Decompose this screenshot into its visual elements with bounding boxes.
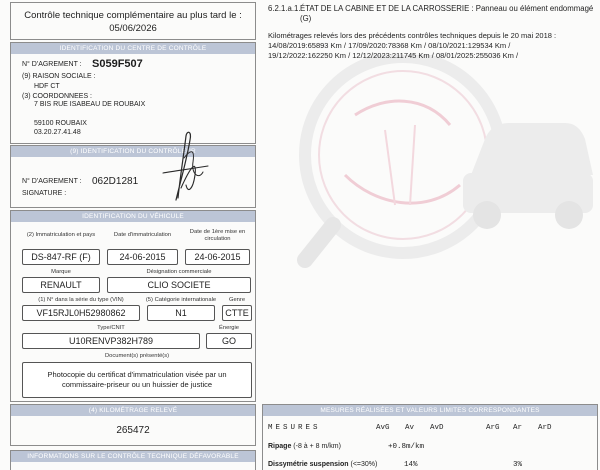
make-label: Marque: [51, 269, 71, 275]
column-header-arg: ArG: [486, 424, 500, 432]
energy-label: Énergie: [219, 325, 239, 331]
unfavorable-section-header: INFORMATIONS SUR LE CONTRÔLE TECHNIQUE DÉFAVORABLE: [11, 451, 255, 462]
center-section-header: IDENTIFICATION DU CENTRE DE CONTRÔLE: [11, 43, 255, 54]
signature-label: SIGNATURE :: [22, 190, 67, 197]
type-cnit-label: Type/CNIT: [97, 325, 125, 331]
suspension-name: Dissymétrie suspension: [268, 461, 349, 468]
suspension-limit: (<=30%): [350, 461, 378, 468]
defect-description: ÉTAT DE LA CABINE ET DE LA CARROSSERIE : Panneau ou élément endommagé (G): [300, 4, 594, 23]
column-header-av: Av: [405, 424, 415, 432]
mileage-history-entry: 08/01/2025:255036 Km: [435, 51, 514, 60]
mileage-value: 265472: [116, 425, 150, 436]
first-use-date-label: Date de 1ère mise en circulation: [189, 229, 246, 242]
energy-field: GO: [206, 333, 252, 349]
first-use-date-field: 24-06-2015: [185, 249, 250, 265]
category-label: (5) Catégorie internationale: [145, 297, 217, 303]
make-field: RENAULT: [22, 277, 100, 293]
ripage-value: +0.8m/km: [388, 443, 425, 451]
category-field: N1: [147, 305, 215, 321]
column-header-avg: AvG: [376, 424, 390, 432]
center-city: 59100 ROUBAIX: [34, 120, 87, 127]
column-header-avd: AvD: [430, 424, 444, 432]
mileage-history-entry: 19/12/2022:162250 Km: [268, 51, 346, 60]
center-phone: 03.20.27.41.48: [34, 129, 81, 136]
measures-section-header: MESURES RÉALISÉES ET VALEURS LIMITES CORRESPONDANTES: [263, 405, 597, 416]
mileage-section-header: (4) KILOMÉTRAGE RELEVÉ: [11, 405, 255, 416]
center-agrement-number: S059F507: [92, 58, 143, 70]
defect-code: 6.2.1.a.1.: [268, 4, 301, 13]
company-name: HDF CT: [34, 83, 60, 90]
mileage-history-line-2: 19/12/2022:162250 Km / 12/12/2023:211745 Km / 08/01/2025:255036 Km /: [268, 51, 519, 60]
measures-section: [262, 404, 598, 470]
ripage-limit: (-8 à + 8 m/km): [293, 443, 341, 450]
deadline-date: 05/06/2026: [109, 23, 157, 34]
measures-column-label: MESURES: [268, 424, 321, 432]
model-label: Désignation commerciale: [146, 269, 212, 275]
suspension-label: [268, 461, 377, 468]
company-label: (9) RAISON SOCIALE :: [22, 73, 96, 80]
registration-date-label: Date d'immatriculation: [113, 232, 172, 238]
mileage-history-line-1: 14/08/2019:65893 Km / 17/09/2020:78368 Km / 08/10/2021:129534 Km /: [268, 41, 511, 50]
deadline-label: Contrôle technique complémentaire au plus tard le :: [24, 10, 242, 21]
mileage-history-entry: 14/08/2019:65893 Km: [268, 41, 342, 50]
controller-section-header: (9) IDENTIFICATION DU CONTRÔLEUR: [11, 146, 255, 157]
center-agrement-label: N° D'AGREMENT :: [22, 61, 82, 68]
watermark-logo: [275, 55, 595, 275]
handwritten-signature: [150, 128, 220, 203]
suspension-value-av: 14%: [404, 461, 418, 469]
column-header-ard: ArD: [538, 424, 552, 432]
vehicle-section-header: IDENTIFICATION DU VÉHICULE: [11, 211, 255, 222]
contact-label: (3) COORDONNEES :: [22, 93, 93, 100]
documents-field: Photocopie du certificat d'immatriculation visée par un commissaire-priseur ou un huissier de justice: [22, 362, 252, 398]
deadline-box: [10, 2, 256, 40]
registration-field: DS-847-RF (F): [22, 249, 100, 265]
vin-label: (1) N° dans la série du type (VIN): [38, 297, 124, 303]
model-field: CLIO SOCIETE: [107, 277, 251, 293]
unfavorable-section: [10, 450, 256, 470]
type-cnit-field: U10RENVP382H789: [22, 333, 200, 349]
documents-label: Document(s) présenté(s): [104, 353, 170, 359]
mileage-history-entry: 12/12/2023:211745 Km: [352, 51, 430, 60]
controller-agrement-label: N° D'AGREMENT :: [22, 178, 82, 185]
registration-label: (2) Immatriculation et pays: [26, 232, 96, 238]
suspension-value-ar: 3%: [513, 461, 523, 469]
mileage-history-intro: Kilométrages relevés lors des précédents contrôles techniques depuis le 20 mai 2018 :: [268, 31, 557, 40]
ripage-name: Ripage: [268, 443, 292, 450]
mileage-section: [10, 404, 256, 446]
column-header-ar: Ar: [513, 424, 523, 432]
vin-field: VF15RJL0H52980862: [22, 305, 140, 321]
vehicle-section: [10, 210, 256, 402]
genre-label: Genre: [228, 297, 246, 303]
ripage-label: [268, 443, 341, 450]
mileage-history-entry: 17/09/2020:78368 Km: [348, 41, 422, 50]
mileage-history-entry: 08/10/2021:129534 Km: [428, 41, 507, 50]
genre-field: CTTE: [222, 305, 252, 321]
controller-agrement-number: 062D1281: [92, 176, 139, 187]
registration-date-field: 24-06-2015: [107, 249, 178, 265]
center-street: 7 BIS RUE ISABEAU DE ROUBAIX: [34, 101, 146, 108]
